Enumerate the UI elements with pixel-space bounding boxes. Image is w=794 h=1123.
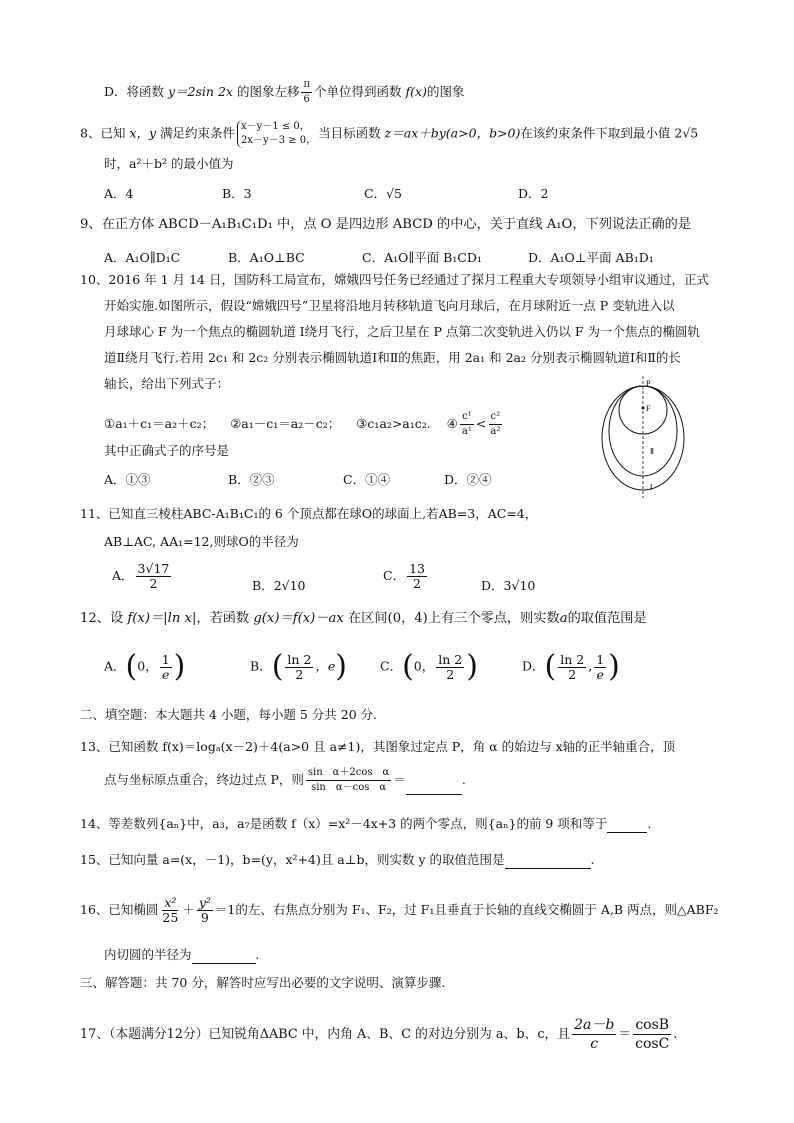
q15: 15、已知向量 a=(x，－1)，b=(y，x²+4)且 a⊥b，则实数 y 的取值范围是 . bbox=[80, 852, 595, 867]
q12-option-c: C．(0， $\frac{\ln 2}{2}$ ) bbox=[380, 649, 478, 684]
q10-formula-2: ②a₁－c₁＝a₂－c₂； bbox=[230, 416, 341, 431]
q9-option-c: C．A₁O∥平面 B₁CD₁ bbox=[362, 250, 482, 265]
q11-a-den: 2 bbox=[149, 576, 158, 591]
q17-a: 17、（本题满分12分）已知锐角ΔABC 中，内角 A、B、C 的对边分别为 a、b、c，且 bbox=[80, 1027, 571, 1042]
q10-line5: 轴长，给出下列式子： bbox=[104, 376, 230, 391]
q10-option-a: A．①③ bbox=[104, 472, 151, 487]
q17-d1: c bbox=[590, 1036, 599, 1052]
q8-option-b: B．3 bbox=[222, 186, 252, 201]
q16-blank[interactable] bbox=[192, 949, 256, 964]
label-i: Ⅰ bbox=[650, 483, 653, 492]
q11-c-den: 2 bbox=[413, 576, 421, 591]
q12-d-frac2 bbox=[594, 653, 606, 682]
section-2-heading: 二、填空题：本大题共 4 小题，每小题 5 分共 20 分. bbox=[80, 707, 378, 722]
q11-line1: 11、已知直三棱柱ABC-A₁B₁C₁的 6 个顶点都在球O的球面上,若AB=3，AC=4， bbox=[80, 506, 538, 521]
q8-xy: x，y bbox=[129, 125, 157, 141]
q12-b: ，若函数 bbox=[196, 611, 254, 626]
q11-a-num: 3√17 bbox=[137, 561, 170, 576]
q12-c: 在区间(0，4)上有三个零点，则实数 bbox=[343, 611, 560, 626]
q11-c-frac bbox=[407, 562, 427, 591]
q16-line1 bbox=[80, 896, 719, 925]
q13-line1: 13、已知函数 f(x)＝logₐ(x－2)＋4(a>0 且 a≠1)，其图象过定点 P，角 α 的始边与 x轴的正半轴重合，顶 bbox=[80, 739, 676, 754]
q13-frac bbox=[306, 766, 391, 795]
q12-c-frac bbox=[436, 653, 464, 682]
q10-f4-frac1 bbox=[460, 410, 474, 439]
q12-d: 的取值范围是 bbox=[567, 611, 647, 626]
q13-l2b: ＝ bbox=[393, 772, 406, 787]
q12-b-prefix: B． bbox=[250, 658, 272, 674]
q12-d-num2: 1 bbox=[596, 651, 605, 667]
q12-b-frac bbox=[285, 653, 313, 682]
q12-av: a bbox=[559, 611, 568, 626]
q12-c-left: 0， bbox=[413, 658, 435, 674]
q12-a-left: 0， bbox=[137, 658, 158, 674]
q17-d2: cosC bbox=[635, 1036, 670, 1052]
q10-line1: 10、2016 年 1 月 14 日，国防科工局宣布，嫦娥四号任务已经通过了探月工程重大专项领导小组审议通过，正式 bbox=[80, 272, 709, 287]
label-p: P bbox=[646, 379, 651, 388]
q17-frac1 bbox=[572, 1016, 616, 1053]
q14-text: 14、等差数列{aₙ}中，a₃，a₇是函数 f（x）=x²－4x+3 的两个零点，则{aₙ}的前 9 项和等于 bbox=[80, 816, 608, 831]
q7-option-d bbox=[104, 78, 464, 107]
q17-frac2 bbox=[633, 1016, 671, 1053]
q10-option-d: D．②④ bbox=[444, 472, 492, 487]
q10-line2: 开始实施.如图所示，假设“嫦娥四号”卫星将沿地月转移轨道飞向月球后，在月球附近一点 P 变轨进入以 bbox=[104, 298, 675, 313]
q10-line3: 月球球心 F 为一个焦点的椭圆轨道 Ⅰ绕月飞行，之后卫星在 P 点第二次变轨进入仍以 F 为一个焦点的椭圆轨 bbox=[104, 324, 701, 339]
q10-formulas bbox=[104, 410, 504, 439]
q8-system bbox=[237, 120, 316, 148]
q16-n1: x² bbox=[164, 895, 177, 910]
q11-option-d bbox=[481, 576, 535, 594]
q11-option-b bbox=[252, 576, 306, 594]
q10-f4-n2: c² bbox=[489, 410, 503, 425]
q7d-label: D．将函数 bbox=[104, 84, 168, 99]
q16-frac2 bbox=[197, 896, 213, 925]
q8-stem bbox=[80, 120, 698, 148]
q11-a-prefix: A． bbox=[112, 568, 134, 583]
q12-c-prefix: C． bbox=[380, 658, 403, 674]
q8-sqrt5: √5 bbox=[682, 125, 699, 141]
q8-a: 8、已知 bbox=[80, 125, 130, 141]
q10-f4-frac2 bbox=[488, 410, 502, 439]
q12-c-den: 2 bbox=[446, 666, 455, 682]
q7d-mid1: 的图象左移 bbox=[232, 84, 300, 99]
q8-sys1: x－y－1 ≤ 0， bbox=[241, 121, 310, 132]
q8-option-a: A．4 bbox=[104, 186, 134, 201]
q16-line2: 内切圆的半径为 . bbox=[104, 947, 260, 962]
q13-den: sin α－cos α bbox=[311, 782, 387, 793]
q8-b: 满足约束条件 bbox=[156, 125, 236, 141]
q12-a-den: e bbox=[161, 666, 170, 682]
q16-b: ＝1的左、右焦点分别为 F₁、F₂，过 F₁且垂直于长轴的直线交椭圆于 A,B 两点，则△ABF₂ bbox=[214, 902, 719, 917]
q10-line6: 其中正确式子的序号是 bbox=[104, 443, 230, 458]
q14: 14、等差数列{aₙ}中，a₃，a₇是函数 f（x）=x²－4x+3 的两个零点，则{aₙ}的前 9 项和等于 . bbox=[80, 816, 652, 831]
q10-f4-lt: < bbox=[475, 416, 487, 431]
q10-f4-d2: a² bbox=[490, 426, 501, 437]
q11-a-frac bbox=[136, 562, 172, 591]
q12-stem bbox=[80, 610, 647, 628]
q8-option-c: C．√5 bbox=[364, 186, 402, 201]
focus-point bbox=[642, 407, 645, 410]
label-ii: Ⅱ bbox=[650, 447, 654, 456]
q11-line2: AB⊥AC, AA₁=12,则球O的半径为 bbox=[104, 534, 299, 549]
q13-line2: 点与坐标原点重合，终边过点 P，则 $\frac{\text{sin α＋2cos α}}{\text{sin α－cos α}}$ ＝ . bbox=[104, 767, 466, 793]
q13-l2a: 点与坐标原点重合，终边过点 P，则 bbox=[104, 772, 304, 787]
q8-line2: 时，a²＋b² 的最小值为 bbox=[104, 156, 234, 171]
q12-c-num: ln 2 bbox=[438, 651, 463, 667]
q15-blank[interactable] bbox=[505, 854, 591, 869]
q12-b-num: ln 2 bbox=[287, 651, 312, 667]
section-3-heading: 三、解答题：共 70 分，解答时应写出必要的文字说明、演算步骤. bbox=[80, 975, 446, 990]
label-f: F bbox=[646, 404, 651, 413]
q12-fx: f(x)＝|ln x| bbox=[127, 611, 197, 626]
q12-a-prefix: A． bbox=[104, 658, 126, 674]
q7d-tail: 的图象 bbox=[426, 84, 465, 99]
q9-option-a: A．A₁O∥D₁C bbox=[104, 250, 181, 265]
q14-blank[interactable] bbox=[607, 818, 647, 833]
q7d-frac-num: π bbox=[301, 78, 312, 93]
q11-d-prefix: D． bbox=[481, 578, 504, 593]
q12-gx: g(x)＝f(x)－ax bbox=[253, 611, 344, 626]
q11-c-prefix: C． bbox=[383, 568, 406, 583]
q17-eq: ＝ bbox=[618, 1027, 632, 1042]
q8-z: z＝ax＋by(a>0，b>0) bbox=[384, 125, 521, 141]
q11-c-num: 13 bbox=[409, 561, 425, 576]
q13-num: sin α＋2cos α bbox=[306, 766, 391, 781]
q12-option-a: A．(0， $\frac{1}{e}$ ) bbox=[104, 649, 186, 684]
q12-d-den1: 2 bbox=[568, 666, 577, 682]
q9-option-b: B．A₁O⊥BC bbox=[228, 250, 305, 265]
q17-n2: cosB bbox=[635, 1017, 670, 1033]
q11-b-val: 2√10 bbox=[273, 578, 306, 593]
q12-a-frac bbox=[160, 653, 172, 682]
q17: 17、（本题满分12分）已知锐角ΔABC 中，内角 A、B、C 的对边分别为 a、b、c，且 $\frac{2a-b}{c}$ ＝ $\frac{\cos B}{\cos C}$ . bbox=[80, 1017, 678, 1052]
q9-stem: 9、在正方体 ABCD－A₁B₁C₁D₁ 中，点 O 是四边形 ABCD 的中心，关于直线 A₁O，下列说法正确的是 bbox=[80, 217, 692, 232]
q16-l2: 内切圆的半径为 bbox=[104, 947, 192, 962]
q7d-fx: f(x) bbox=[405, 84, 427, 99]
q16-a: 16、已知椭圆 bbox=[80, 902, 159, 917]
q9-option-d: D．A₁O⊥平面 AB₁D₁ bbox=[528, 250, 654, 265]
q11-option-a bbox=[112, 562, 173, 591]
q12-d-frac1 bbox=[558, 653, 586, 682]
q8-sys2: 2x－y－3 ≥ 0， bbox=[241, 135, 317, 146]
q12-a: 12、设 bbox=[80, 611, 128, 626]
q13-blank[interactable] bbox=[406, 780, 462, 795]
q12-d-den2: e bbox=[596, 666, 604, 682]
q12-a-num: 1 bbox=[161, 651, 170, 667]
q10-formula-4: ④ bbox=[446, 416, 458, 431]
q16-n2: y² bbox=[198, 895, 211, 910]
q16-plus: ＋ bbox=[182, 902, 195, 917]
q12-b-den: 2 bbox=[295, 666, 304, 682]
q16-d1: 25 bbox=[162, 910, 179, 925]
q10-option-b: B．②③ bbox=[228, 472, 275, 487]
q8-d: 在该约束条件下取到最小值 2 bbox=[520, 125, 683, 141]
q11-d-val: 3√10 bbox=[503, 578, 536, 593]
q7d-frac bbox=[301, 78, 312, 107]
q10-formula-3: ③c₁a₂>a₁c₂. bbox=[356, 416, 431, 431]
q15-text: 15、已知向量 a=(x，－1)，b=(y，x²+4)且 a⊥b，则实数 y 的取值范围是 bbox=[80, 852, 505, 867]
q10-option-c: C．①④ bbox=[343, 472, 391, 487]
q16-frac1 bbox=[160, 896, 180, 925]
q10-f4-n1: c¹ bbox=[460, 410, 474, 425]
q12-b-right: ，e bbox=[315, 658, 336, 674]
q11-b-prefix: B． bbox=[252, 578, 274, 593]
q7d-eq: y＝2sin 2x bbox=[168, 84, 233, 99]
q16-d2: 9 bbox=[200, 910, 209, 925]
q12-d-prefix: D． bbox=[522, 658, 545, 674]
orbit-figure bbox=[596, 376, 690, 498]
q8-option-d: D．2 bbox=[518, 186, 549, 201]
q10-f4-d1: a¹ bbox=[461, 426, 472, 437]
q8-c: 当目标函数 bbox=[318, 125, 385, 141]
q12-d-num1: ln 2 bbox=[560, 651, 585, 667]
q12-option-b: B．( $\frac{\ln 2}{2}$ ，e) bbox=[250, 649, 348, 684]
q10-formula-1: ①a₁＋c₁＝a₂＋c₂； bbox=[104, 416, 215, 431]
q17-n1: 2a－b bbox=[574, 1017, 615, 1033]
q11-option-c bbox=[383, 562, 429, 591]
q7d-frac-den: 6 bbox=[303, 94, 310, 105]
q7d-mid2: 个单位得到函数 bbox=[314, 84, 406, 99]
q12-option-d: D．( $\frac{\ln 2}{2}$ , $\frac{1}{e}$ ) bbox=[522, 649, 620, 684]
q10-line4: 道Ⅱ绕月飞行.若用 2c₁ 和 2c₂ 分别表示椭圆轨道Ⅰ和Ⅱ的焦距，用 2a₁ 和 2a₂ 分别表示椭圆轨道Ⅰ和Ⅱ的长 bbox=[104, 350, 681, 365]
